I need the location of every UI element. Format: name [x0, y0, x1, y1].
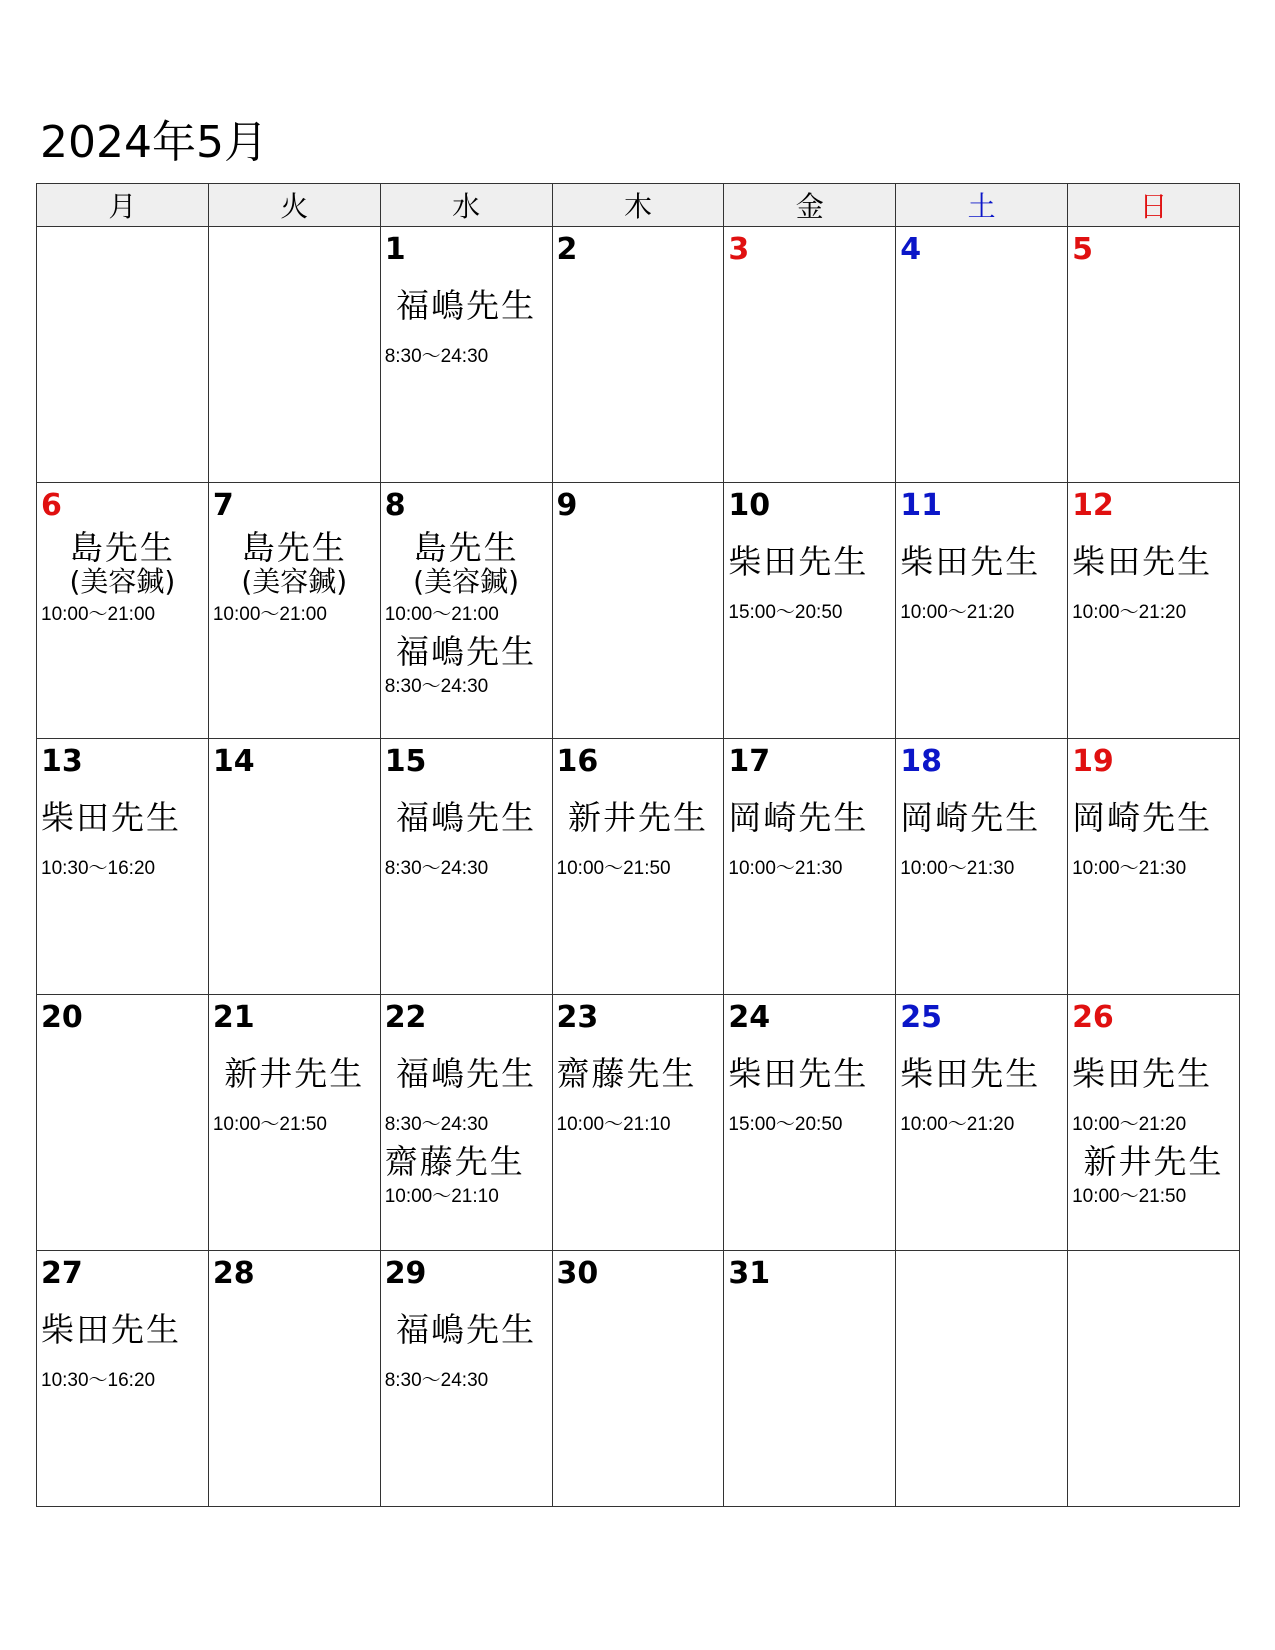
day-cell	[724, 227, 896, 483]
schedule-entry	[1068, 1055, 1239, 1137]
teacher-name: 柴田先生	[1072, 542, 1213, 581]
calendar-body	[37, 227, 1240, 1507]
day-number: 23	[556, 1000, 599, 1035]
day-number: 7	[212, 488, 234, 523]
schedule-entry	[1068, 799, 1239, 881]
treatment-note: (美容鍼)	[241, 565, 348, 598]
day-number: 17	[728, 744, 771, 779]
schedule-time: 8:30〜24:30	[384, 346, 489, 367]
day-number: 24	[728, 1000, 771, 1035]
day-number: 15	[384, 744, 427, 779]
day-number: 5	[1072, 232, 1093, 267]
day-cell	[896, 1251, 1068, 1507]
day-number: 8	[384, 488, 406, 523]
schedule-entry	[37, 528, 208, 627]
day-cell	[1068, 739, 1240, 995]
day-cell	[380, 739, 552, 995]
day-number: 30	[556, 1256, 599, 1291]
schedule-time: 10:00〜21:10	[556, 1114, 671, 1135]
schedule-entry	[553, 799, 724, 881]
day-number: 13	[41, 744, 83, 779]
schedule-time: 8:30〜24:30	[384, 676, 489, 697]
schedule-time: 10:00〜21:10	[384, 1186, 499, 1207]
schedule-time: 10:00〜21:30	[728, 858, 843, 879]
teacher-name: 福嶋先生	[396, 1310, 537, 1349]
day-number: 27	[41, 1256, 83, 1291]
teacher-name: 岡崎先生	[1072, 798, 1213, 837]
day-number: 9	[556, 488, 578, 523]
teacher-name: 柴田先生	[728, 542, 869, 581]
day-number: 1	[384, 232, 406, 267]
teacher-name: 齋藤先生	[384, 1142, 525, 1181]
schedule-entry	[381, 1055, 552, 1137]
day-cell	[896, 483, 1068, 739]
schedule-time: 8:30〜24:30	[384, 1114, 489, 1135]
teacher-name: 島先生	[241, 528, 347, 567]
schedule-time: 8:30〜24:30	[384, 858, 489, 879]
day-cell	[896, 995, 1068, 1251]
calendar-grid	[36, 183, 1240, 1507]
schedule-entry	[37, 799, 208, 881]
day-number: 26	[1072, 1000, 1114, 1035]
day-number: 19	[1072, 744, 1114, 779]
day-cell	[552, 739, 724, 995]
schedule-entry	[896, 1055, 1067, 1137]
day-cell	[552, 483, 724, 739]
day-cell	[380, 1251, 552, 1507]
weekday-header: 土	[896, 184, 1068, 227]
day-cell	[724, 739, 896, 995]
teacher-name: 柴田先生	[41, 798, 181, 837]
schedule-time: 10:00〜21:50	[1072, 1186, 1187, 1207]
day-number: 20	[41, 1000, 83, 1035]
schedule-time: 10:00〜21:20	[900, 1114, 1015, 1135]
day-cell	[37, 227, 209, 483]
schedule-time: 10:00〜21:20	[1072, 1114, 1187, 1135]
teacher-name: 福嶋先生	[396, 286, 537, 325]
week-row	[37, 995, 1240, 1251]
day-cell	[552, 995, 724, 1251]
schedule-time: 10:00〜21:50	[556, 858, 671, 879]
day-number: 6	[41, 488, 62, 523]
schedule-time: 8:30〜24:30	[384, 1370, 489, 1391]
schedule-time: 10:00〜21:30	[1072, 858, 1187, 879]
day-number: 10	[728, 488, 771, 523]
schedule-entry	[37, 1311, 208, 1393]
day-number: 11	[900, 488, 942, 523]
schedule-time: 15:00〜20:50	[728, 602, 843, 623]
schedule-entry	[724, 1055, 895, 1137]
day-number: 16	[556, 744, 599, 779]
schedule-entry	[381, 633, 552, 699]
schedule-time: 10:30〜16:20	[41, 858, 156, 879]
teacher-name: 齋藤先生	[556, 1054, 697, 1093]
day-cell	[1068, 483, 1240, 739]
week-row	[37, 1251, 1240, 1507]
day-cell	[380, 995, 552, 1251]
schedule-entry	[209, 1055, 380, 1137]
schedule-time: 10:00〜21:00	[41, 604, 156, 625]
schedule-time: 10:00〜21:30	[900, 858, 1015, 879]
schedule-entry	[381, 799, 552, 881]
schedule-time: 10:00〜21:00	[384, 604, 499, 625]
schedule-time: 10:00〜21:20	[1072, 602, 1187, 623]
teacher-name: 新井先生	[224, 1054, 365, 1093]
schedule-entry	[381, 528, 552, 627]
weekday-header-row	[37, 184, 1240, 227]
day-cell	[380, 483, 552, 739]
weekday-header: 日	[1068, 184, 1240, 227]
schedule-time: 10:00〜21:50	[212, 1114, 327, 1135]
teacher-name: 福嶋先生	[396, 1054, 537, 1093]
day-cell	[896, 227, 1068, 483]
day-cell	[208, 995, 380, 1251]
teacher-name: 柴田先生	[728, 1054, 869, 1093]
teacher-name: 福嶋先生	[396, 798, 537, 837]
schedule-time: 15:00〜20:50	[728, 1114, 843, 1135]
day-number: 31	[728, 1256, 771, 1291]
week-row	[37, 483, 1240, 739]
schedule-entry	[381, 1143, 552, 1209]
day-number: 12	[1072, 488, 1114, 523]
teacher-name: 柴田先生	[41, 1310, 181, 1349]
day-number: 2	[556, 232, 578, 267]
weekday-header: 木	[552, 184, 724, 227]
schedule-entry	[1068, 1143, 1239, 1209]
day-number: 21	[212, 1000, 255, 1035]
schedule-time: 10:00〜21:20	[900, 602, 1015, 623]
schedule-time: 10:30〜16:20	[41, 1370, 156, 1391]
week-row	[37, 739, 1240, 995]
treatment-note: (美容鍼)	[413, 565, 520, 598]
calendar-title: 2024年5月	[40, 117, 268, 168]
day-number: 18	[900, 744, 942, 779]
day-cell	[724, 995, 896, 1251]
day-cell	[896, 739, 1068, 995]
schedule-entry	[896, 799, 1067, 881]
day-number: 22	[384, 1000, 427, 1035]
teacher-name: 新井先生	[1083, 1142, 1224, 1181]
teacher-name: 新井先生	[567, 798, 708, 837]
teacher-name: 岡崎先生	[900, 798, 1041, 837]
weekday-header: 金	[724, 184, 896, 227]
day-number: 14	[212, 744, 255, 779]
schedule-entry	[896, 543, 1067, 625]
day-cell	[37, 739, 209, 995]
day-cell	[208, 1251, 380, 1507]
day-cell	[552, 227, 724, 483]
day-cell	[208, 227, 380, 483]
day-cell	[37, 483, 209, 739]
weekday-header: 火	[208, 184, 380, 227]
schedule-entry	[553, 1055, 724, 1137]
teacher-name: 柴田先生	[1072, 1054, 1213, 1093]
schedule-entry	[1068, 543, 1239, 625]
teacher-name: 福嶋先生	[396, 632, 537, 671]
day-cell	[1068, 995, 1240, 1251]
teacher-name: 柴田先生	[900, 1054, 1041, 1093]
day-number: 3	[728, 232, 750, 267]
week-row	[37, 227, 1240, 483]
day-cell	[552, 1251, 724, 1507]
teacher-name: 島先生	[69, 528, 175, 567]
day-cell	[1068, 227, 1240, 483]
day-cell	[37, 995, 209, 1251]
schedule-time: 10:00〜21:00	[212, 604, 327, 625]
schedule-entry	[381, 287, 552, 369]
schedule-entry	[724, 799, 895, 881]
day-cell	[724, 1251, 896, 1507]
day-cell	[208, 483, 380, 739]
teacher-name: 島先生	[413, 528, 519, 567]
day-cell	[380, 227, 552, 483]
day-number: 29	[384, 1256, 427, 1291]
treatment-note: (美容鍼)	[69, 565, 176, 598]
weekday-header: 水	[380, 184, 552, 227]
schedule-entry	[724, 543, 895, 625]
day-cell	[1068, 1251, 1240, 1507]
teacher-name: 岡崎先生	[728, 798, 869, 837]
teacher-name: 柴田先生	[900, 542, 1041, 581]
day-cell	[37, 1251, 209, 1507]
day-number: 28	[212, 1256, 255, 1291]
day-cell	[208, 739, 380, 995]
weekday-header: 月	[37, 184, 209, 227]
day-number: 4	[900, 232, 922, 267]
schedule-entry	[381, 1311, 552, 1393]
day-cell	[724, 483, 896, 739]
day-number: 25	[900, 1000, 942, 1035]
schedule-entry	[209, 528, 380, 627]
